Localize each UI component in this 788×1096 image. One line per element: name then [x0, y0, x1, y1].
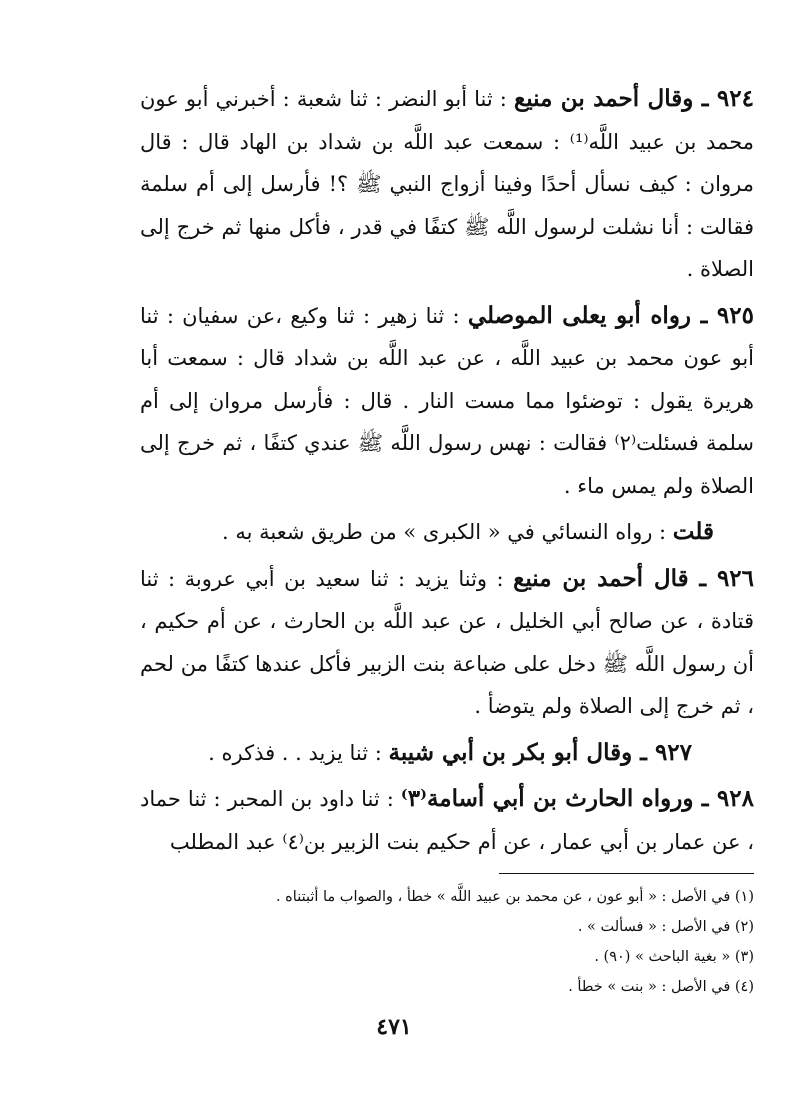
entry-heading: ٩٢٥ ـ رواه أبو يعلى الموصلي	[467, 301, 754, 329]
entry-text: : وثنا يزيد : ثنا سعيد بن أبي عروبة : ثنا قتادة ، عن صالح أبي الخليل ، عن عبد اللَّه بن الحارث ، عن أم حكيم ، أن رسول اللَّه ﷺ دخل على ضباعة بنت الزبير فأكل عندها كتفًا من لحم ، ثم خرج إلى الصلاة ولم يتوضأ .	[140, 566, 754, 718]
hadith-entry-924	[140, 78, 754, 291]
footnotes	[150, 882, 754, 1002]
entry-text: : ثنا داود بن المحبر : ثنا حماد ، عن عمار بن أبي عمار ، عن أم حكيم بنت الزبير بن⁽٤⁾ عبد المطلب	[140, 787, 754, 854]
entry-heading: ٩٢٤ ـ وقال أحمد بن منيع	[513, 85, 754, 112]
hadith-entry-926	[140, 558, 754, 728]
entry-heading: ٩٢٦ ـ قال أحمد بن منيع	[513, 564, 754, 592]
author-note	[140, 511, 754, 554]
footnote-1: (١) في الأصل : « أبو عون ، عن محمد بن عبيد اللَّه » خطأ ، والصواب ما أثبتناه .	[275, 889, 754, 905]
note-text: : رواه النسائي في « الكبرى » من طريق شعبة به .	[222, 520, 667, 544]
footnote-4: (٤) في الأصل : « بنت » خطأ .	[568, 979, 754, 995]
page-number: ٤٧١	[376, 1014, 412, 1040]
footnote-divider	[499, 873, 754, 874]
entry-heading: ٩٢٨ ـ ورواه الحارث بن أبي أسامة⁽٣⁾	[400, 785, 754, 812]
main-text	[140, 78, 754, 867]
hadith-entry-925	[140, 295, 754, 508]
entry-text: : ثنا أبو النضر : ثنا شعبة : أخبرني أبو عون محمد بن عبيد اللَّه⁽¹⁾ : سمعت عبد اللَّه بن شداد بن الهاد قال : قال مروان : كيف نسأل أحدًا وفينا أزواج النبي ﷺ ؟! فأرسل إلى أم سلمة فقالت : أنا نشلت لرسول اللَّه ﷺ كتفًا في قدر ، فأكل منها ثم خرج إلى الصلاة .	[140, 87, 755, 281]
hadith-entry-927	[140, 732, 754, 775]
footnote-2: (٢) في الأصل : « فسألت » .	[577, 919, 754, 935]
entry-text: : ثنا يزيد . . فذكره .	[208, 740, 382, 765]
hadith-entry-928	[140, 778, 754, 863]
footnote-3: (٣) « بغية الباحث » (٩٠) .	[594, 949, 754, 965]
entry-heading: ٩٢٧ ـ وقال أبو بكر بن أبي شيبة	[388, 738, 692, 766]
entry-text: : ثنا زهير : ثنا وكيع ،عن سفيان : ثنا أبو عون محمد بن عبيد اللَّه ، عن عبد اللَّه بن شداد قال : سمعت أبا هريرة يقول : توضئوا مما مست النار . قال : فأرسل مروان إلى أم سلمة فسئلت⁽٢⁾ فقالت : نهس رسول اللَّه ﷺ عندي كتفًا ، ثم خرج إلى الصلاة ولم يمس ماء .	[140, 303, 754, 498]
note-heading: قلت	[672, 518, 714, 545]
